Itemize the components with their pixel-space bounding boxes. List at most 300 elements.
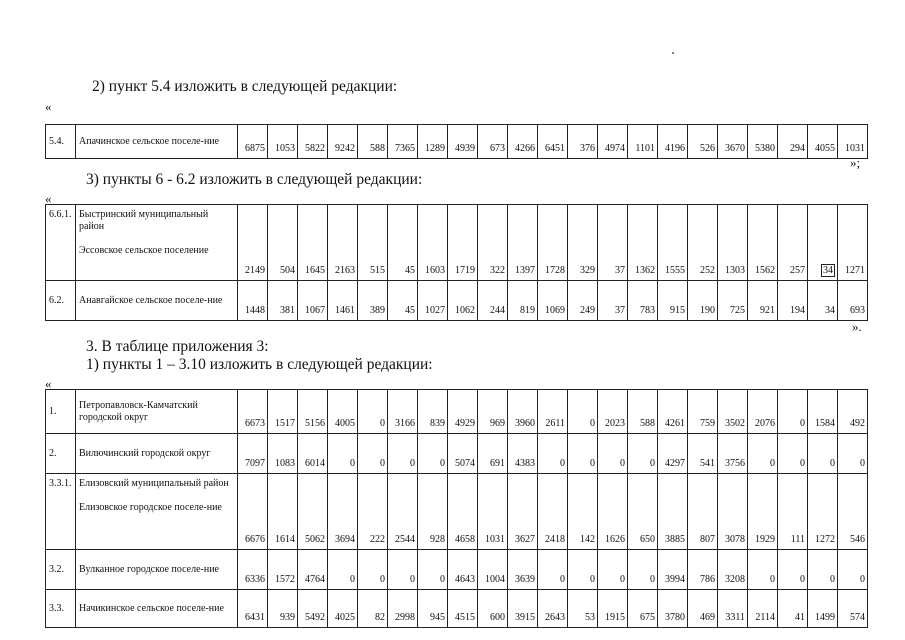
value-cell	[418, 474, 448, 550]
cell-value: 939	[280, 612, 295, 623]
value-cell	[358, 474, 388, 550]
value-cell	[808, 590, 838, 628]
cell-value: 0	[560, 574, 565, 585]
value-cell	[538, 281, 568, 321]
cell-value: 1728	[545, 265, 565, 276]
cell-value: 675	[640, 612, 655, 623]
value-cell	[628, 390, 658, 434]
table-row	[46, 474, 868, 550]
open-quote-3: «	[45, 376, 52, 391]
value-cell	[358, 590, 388, 628]
cell-value: 2643	[545, 612, 565, 623]
cell-value: 142	[580, 534, 595, 545]
cell-value: 0	[350, 574, 355, 585]
cell-value: 1004	[485, 574, 505, 585]
cell-value: 1915	[605, 612, 625, 623]
table-row	[46, 590, 868, 628]
cell-value: 4974	[605, 143, 625, 154]
value-cell	[598, 434, 628, 474]
value-cell	[418, 205, 448, 281]
cell-value: 786	[700, 574, 715, 585]
value-cell	[388, 125, 418, 159]
value-cell	[538, 590, 568, 628]
value-cell	[508, 550, 538, 590]
cell-value: 6875	[245, 143, 265, 154]
value-cell	[358, 125, 388, 159]
value-cell	[388, 590, 418, 628]
cell-value: 4266	[515, 143, 535, 154]
value-cell	[448, 125, 478, 159]
cell-value: 4929	[455, 418, 475, 429]
value-cell	[658, 434, 688, 474]
row-number-cell	[46, 390, 76, 434]
cell-value: 469	[700, 612, 715, 623]
cell-value: 53	[585, 612, 595, 623]
cell-value: 3915	[515, 612, 535, 623]
value-cell	[778, 281, 808, 321]
value-cell	[418, 550, 448, 590]
row-number: 2.	[49, 447, 57, 459]
value-cell	[508, 390, 538, 434]
cell-value: 1603	[425, 265, 445, 276]
cell-value: 329	[580, 265, 595, 276]
cell-value: 4005	[335, 418, 355, 429]
value-cell	[478, 390, 508, 434]
value-cell	[688, 434, 718, 474]
value-cell	[808, 281, 838, 321]
value-cell	[838, 390, 868, 434]
value-cell	[268, 390, 298, 434]
table-row	[46, 390, 868, 434]
cell-value: 3639	[515, 574, 535, 585]
value-cell	[658, 590, 688, 628]
value-cell	[328, 205, 358, 281]
value-cell	[718, 550, 748, 590]
value-cell	[238, 474, 268, 550]
value-cell	[238, 390, 268, 434]
cell-value: 3756	[725, 458, 745, 469]
value-cell	[568, 205, 598, 281]
cell-value: 969	[490, 418, 505, 429]
cell-value: 1031	[845, 143, 865, 154]
cell-value: 783	[640, 305, 655, 316]
cell-value: 1584	[815, 418, 835, 429]
table-row	[46, 550, 868, 590]
cell-value: 1069	[545, 305, 565, 316]
cell-value: 6336	[245, 574, 265, 585]
cell-value: 574	[850, 612, 865, 623]
value-cell	[688, 205, 718, 281]
value-cell	[238, 125, 268, 159]
value-cell	[808, 205, 838, 281]
cell-value: 0	[410, 458, 415, 469]
value-cell	[298, 474, 328, 550]
value-cell	[778, 434, 808, 474]
cell-value: 45	[405, 305, 415, 316]
value-cell	[628, 125, 658, 159]
value-cell	[628, 434, 658, 474]
cell-value: 1053	[275, 143, 295, 154]
cell-value: 3311	[725, 612, 745, 623]
value-cell	[478, 550, 508, 590]
group-name: Елизовский муниципальный район	[79, 478, 229, 489]
value-cell	[538, 125, 568, 159]
row-number-cell	[46, 550, 76, 590]
value-cell	[358, 550, 388, 590]
cell-value: 1362	[635, 265, 655, 276]
value-cell	[328, 590, 358, 628]
cell-value: 6014	[305, 458, 325, 469]
cell-value: 3502	[725, 418, 745, 429]
row-number-cell	[46, 281, 76, 321]
value-cell	[478, 281, 508, 321]
value-cell	[628, 205, 658, 281]
value-cell	[748, 125, 778, 159]
cell-value: 0	[620, 458, 625, 469]
value-cell	[628, 550, 658, 590]
cell-value: 244	[490, 305, 505, 316]
value-cell	[718, 434, 748, 474]
cell-value: 0	[380, 418, 385, 429]
value-cell	[568, 125, 598, 159]
value-cell	[568, 590, 598, 628]
value-cell	[358, 281, 388, 321]
value-cell	[448, 550, 478, 590]
cell-value: 0	[830, 458, 835, 469]
cell-value: 1448	[245, 305, 265, 316]
value-cell	[718, 205, 748, 281]
value-cell	[508, 590, 538, 628]
value-cell	[478, 205, 508, 281]
value-cell	[778, 390, 808, 434]
value-cell	[268, 281, 298, 321]
value-cell	[358, 205, 388, 281]
table-item-5-4	[45, 124, 868, 159]
cell-value: 4764	[305, 574, 325, 585]
cell-value: 2076	[755, 418, 775, 429]
value-cell	[298, 590, 328, 628]
table-items-6	[45, 204, 868, 321]
cell-value: 6431	[245, 612, 265, 623]
row-name-cell	[76, 125, 238, 159]
row-name-cell	[76, 205, 238, 281]
value-cell	[388, 434, 418, 474]
cell-value: 0	[830, 574, 835, 585]
cell-value: 0	[590, 418, 595, 429]
cell-value: 0	[590, 574, 595, 585]
value-cell	[718, 125, 748, 159]
value-cell	[808, 474, 838, 550]
cell-value: 673	[490, 143, 505, 154]
cell-value: 3960	[515, 418, 535, 429]
table-items-1-3	[45, 389, 868, 628]
cell-value: 2163	[335, 265, 355, 276]
value-cell	[268, 590, 298, 628]
value-cell	[688, 281, 718, 321]
cell-value: 82	[375, 612, 385, 623]
value-cell	[808, 550, 838, 590]
cell-value: 3670	[725, 143, 745, 154]
value-cell	[808, 125, 838, 159]
value-cell	[838, 474, 868, 550]
value-cell	[478, 125, 508, 159]
cell-value: 928	[430, 534, 445, 545]
cell-value: 376	[580, 143, 595, 154]
cell-value: 1562	[755, 265, 775, 276]
value-cell	[268, 434, 298, 474]
value-cell	[418, 281, 448, 321]
row-name: Вилючинский городской округ	[79, 447, 211, 459]
cell-value: 1271	[845, 265, 865, 276]
value-cell	[358, 390, 388, 434]
cell-value: 1083	[275, 458, 295, 469]
cell-value: 2544	[395, 534, 415, 545]
value-cell	[808, 390, 838, 434]
value-cell	[298, 390, 328, 434]
cell-value: 0	[350, 458, 355, 469]
value-cell	[508, 474, 538, 550]
value-cell	[388, 474, 418, 550]
cell-value: 322	[490, 265, 505, 276]
cell-value: 4261	[665, 418, 685, 429]
value-cell	[328, 474, 358, 550]
scan-speck	[672, 52, 674, 54]
cell-value: 7365	[395, 143, 415, 154]
value-cell	[238, 590, 268, 628]
value-cell	[298, 125, 328, 159]
cell-value: 526	[700, 143, 715, 154]
value-cell	[778, 474, 808, 550]
cell-value: 5492	[305, 612, 325, 623]
cell-value: 3780	[665, 612, 685, 623]
cell-value: 0	[440, 458, 445, 469]
cell-value: 294	[790, 143, 805, 154]
value-cell	[838, 125, 868, 159]
cell-value: 252	[700, 265, 715, 276]
cell-value: 807	[700, 534, 715, 545]
value-cell	[298, 550, 328, 590]
value-cell	[658, 125, 688, 159]
cell-value: 691	[490, 458, 505, 469]
row-number: 6.1.	[56, 209, 72, 220]
cell-value: 0	[860, 458, 865, 469]
cell-value: 4196	[665, 143, 685, 154]
cell-value: 41	[795, 612, 805, 623]
value-cell	[778, 125, 808, 159]
value-cell	[538, 434, 568, 474]
value-cell	[238, 205, 268, 281]
value-cell	[808, 434, 838, 474]
close-quote-1: »;	[850, 155, 861, 170]
cell-value: 515	[370, 265, 385, 276]
value-cell	[748, 590, 778, 628]
cell-value: 5380	[755, 143, 775, 154]
cell-value: 6676	[245, 534, 265, 545]
value-cell	[328, 434, 358, 474]
value-cell	[748, 390, 778, 434]
cell-value: 0	[770, 458, 775, 469]
cell-value: 4025	[335, 612, 355, 623]
value-cell	[778, 590, 808, 628]
cell-value: 945	[430, 612, 445, 623]
cell-value: 2611	[545, 418, 565, 429]
group-number: 6.	[49, 209, 57, 220]
row-number-cell	[46, 125, 76, 159]
cell-value: 0	[650, 458, 655, 469]
value-cell	[538, 205, 568, 281]
row-number: 3.3.	[49, 602, 64, 614]
value-cell	[268, 205, 298, 281]
cell-value: 9242	[335, 143, 355, 154]
cell-value: 222	[370, 534, 385, 545]
cell-value: 819	[520, 305, 535, 316]
row-number-cell	[46, 205, 76, 281]
value-cell	[688, 390, 718, 434]
row-name-cell	[76, 474, 238, 550]
value-cell	[568, 474, 598, 550]
value-cell	[568, 281, 598, 321]
cell-value: 4297	[665, 458, 685, 469]
cell-value: 1626	[605, 534, 625, 545]
value-cell	[388, 390, 418, 434]
cell-value: 2149	[245, 265, 265, 276]
cell-value: 839	[430, 418, 445, 429]
value-cell	[568, 390, 598, 434]
value-cell	[658, 474, 688, 550]
value-cell	[388, 281, 418, 321]
value-cell	[388, 550, 418, 590]
value-cell	[658, 550, 688, 590]
cell-value: 1929	[755, 534, 775, 545]
cell-value: 725	[730, 305, 745, 316]
table-row	[46, 434, 868, 474]
value-cell	[268, 550, 298, 590]
cell-value: 0	[770, 574, 775, 585]
cell-value: 0	[800, 418, 805, 429]
cell-value: 1719	[455, 265, 475, 276]
group-number: 3.	[49, 478, 57, 489]
open-quote-2: «	[45, 191, 52, 206]
cell-value: 1645	[305, 265, 325, 276]
cell-value: 249	[580, 305, 595, 316]
value-cell	[268, 125, 298, 159]
close-quote-2: ».	[852, 319, 862, 334]
cell-value: 600	[490, 612, 505, 623]
row-number-cell	[46, 434, 76, 474]
cell-value: 0	[650, 574, 655, 585]
cell-value: 190	[700, 305, 715, 316]
value-cell	[628, 474, 658, 550]
row-number-cell	[46, 474, 76, 550]
value-cell	[238, 281, 268, 321]
value-cell	[418, 434, 448, 474]
value-cell	[448, 434, 478, 474]
value-cell	[688, 125, 718, 159]
row-name: Начикинское сельское поселе-ние	[79, 602, 224, 614]
row-number: 1.	[49, 405, 57, 417]
heading-appendix-3: 3. В таблице приложения 3:	[86, 338, 269, 355]
cell-value: 693	[850, 305, 865, 316]
cell-value: 915	[670, 305, 685, 316]
cell-value: 6451	[545, 143, 565, 154]
cell-value: 0	[860, 574, 865, 585]
value-cell	[538, 390, 568, 434]
cell-value: 2998	[395, 612, 415, 623]
cell-value: 7097	[245, 458, 265, 469]
value-cell	[448, 590, 478, 628]
cell-value: 5822	[305, 143, 325, 154]
value-cell	[478, 434, 508, 474]
value-cell	[298, 205, 328, 281]
cell-value: 34	[825, 305, 835, 316]
row-name: Елизовское городское поселе-ние	[79, 502, 222, 513]
cell-value: 0	[800, 574, 805, 585]
heading-item-5-4: 2) пункт 5.4 изложить в следующей редакции:	[92, 78, 398, 95]
cell-value: 3627	[515, 534, 535, 545]
value-cell	[508, 434, 538, 474]
value-cell	[628, 281, 658, 321]
value-cell	[658, 205, 688, 281]
value-cell	[598, 390, 628, 434]
cell-value: 1027	[425, 305, 445, 316]
row-number: 6.2.	[49, 294, 64, 306]
cell-value: 6673	[245, 418, 265, 429]
value-cell	[748, 434, 778, 474]
cell-value: 0	[800, 458, 805, 469]
cell-value: 1555	[665, 265, 685, 276]
row-name: Анавгайское сельское поселе-ние	[79, 294, 223, 306]
cell-value: 2114	[755, 612, 775, 623]
value-cell	[538, 474, 568, 550]
heading-items-6: 3) пункты 6 - 6.2 изложить в следующей редакции:	[86, 171, 423, 188]
cell-value: 759	[700, 418, 715, 429]
row-name-cell	[76, 434, 238, 474]
value-cell	[388, 205, 418, 281]
row-number: 5.4.	[49, 135, 64, 147]
cell-value: 4939	[455, 143, 475, 154]
value-cell	[838, 550, 868, 590]
row-name: Эссовское сельское поселение	[79, 245, 209, 256]
value-cell	[418, 590, 448, 628]
group-name: Быстринский муниципальный район	[79, 209, 209, 232]
row-name: Вулканное городское поселе-ние	[79, 563, 219, 575]
value-cell	[298, 434, 328, 474]
value-cell	[478, 474, 508, 550]
value-cell	[328, 125, 358, 159]
value-cell	[748, 205, 778, 281]
cell-value: 3208	[725, 574, 745, 585]
cell-value: 3994	[665, 574, 685, 585]
cell-value: 588	[370, 143, 385, 154]
cell-value: 3694	[335, 534, 355, 545]
cell-value: 1031	[485, 534, 505, 545]
cell-value: 3166	[395, 418, 415, 429]
value-cell	[778, 205, 808, 281]
value-cell	[838, 205, 868, 281]
cell-value: 381	[280, 305, 295, 316]
cell-value: 1062	[455, 305, 475, 316]
cell-value: 37	[615, 265, 625, 276]
value-cell	[718, 390, 748, 434]
value-cell	[298, 281, 328, 321]
cell-value: 0	[380, 574, 385, 585]
row-name-cell	[76, 590, 238, 628]
cell-value: 492	[850, 418, 865, 429]
table-row	[46, 281, 868, 321]
value-cell	[778, 550, 808, 590]
cell-value: 5062	[305, 534, 325, 545]
value-cell	[718, 474, 748, 550]
